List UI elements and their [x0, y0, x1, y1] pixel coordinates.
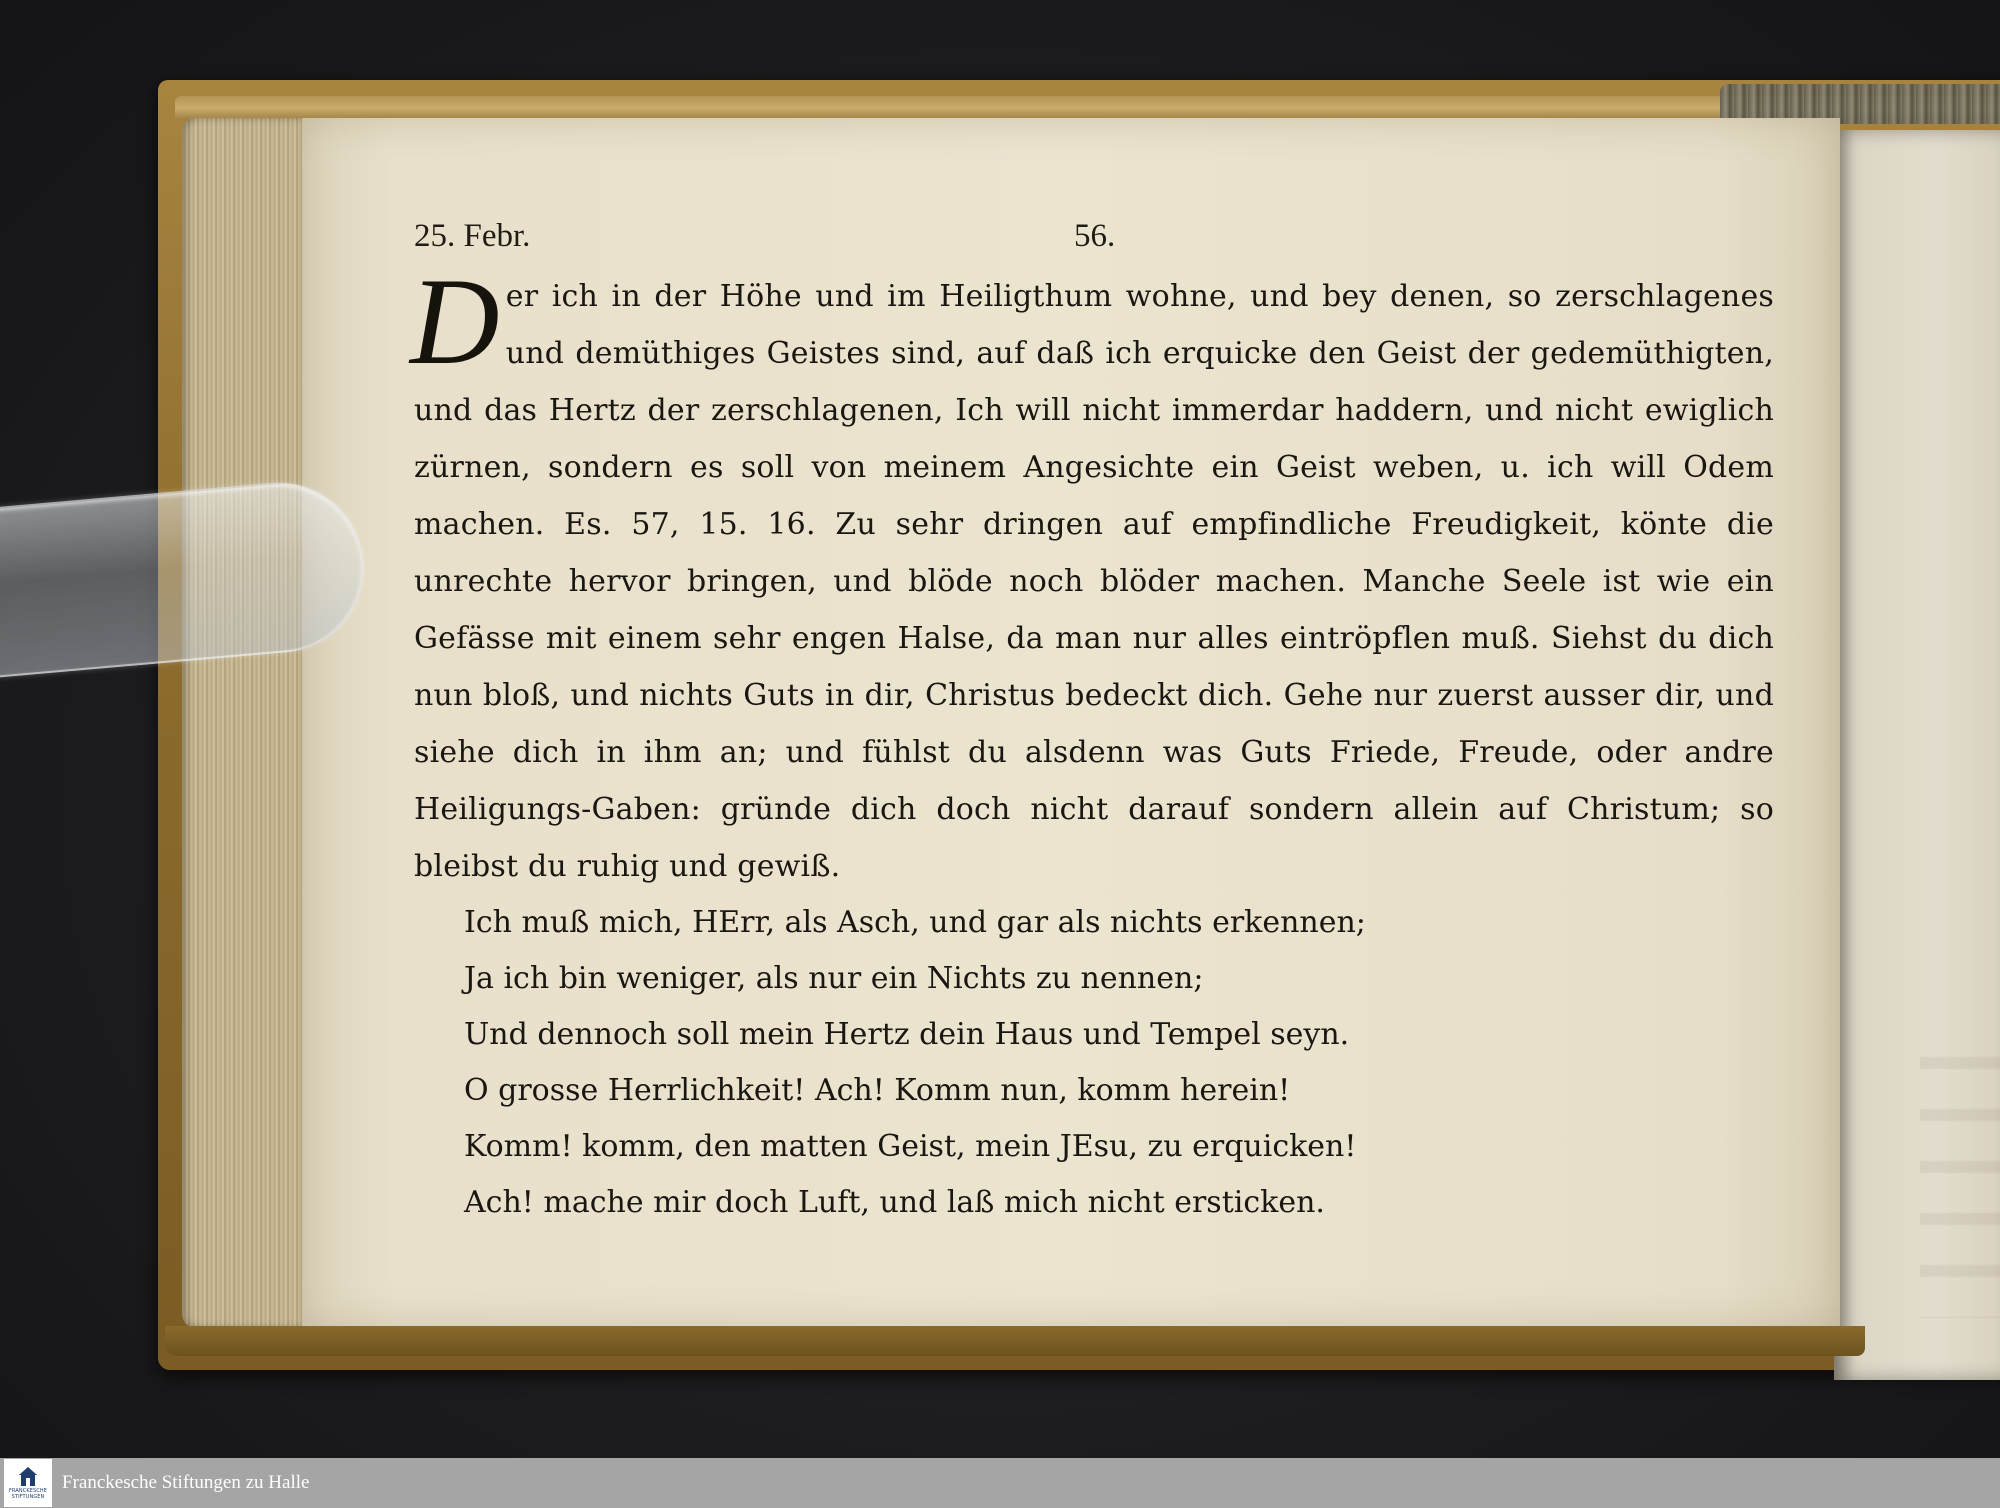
verse-line: Ja ich bin weniger, als nur ein Nichts zu nennen;	[464, 961, 1204, 996]
institution-logo[interactable]	[4, 1459, 52, 1507]
page-text-block	[410, 218, 1774, 1231]
institution-name[interactable]: Franckesche Stiftungen zu Halle	[62, 1472, 310, 1493]
devotional-paragraph	[410, 253, 1774, 895]
page-header	[414, 218, 1774, 262]
footer-bar	[0, 1458, 2000, 1508]
verse-line: Ach! mache mir doch Luft, und laß mich nicht ersticken.	[464, 1185, 1325, 1220]
verse-line: Und dennoch soll mein Hertz dein Haus und Tempel seyn.	[464, 1017, 1350, 1052]
logo-text-line2: STIFTUNGEN	[11, 1494, 45, 1500]
verse-line: Ich muß mich, HErr, als Asch, und gar als nichts erkennen;	[464, 905, 1366, 940]
house-icon	[17, 1466, 39, 1488]
verse-line: Komm! komm, den matten Geist, mein JEsu, zu erquicken!	[464, 1129, 1357, 1164]
logo-text-line1: FRANCKESCHE	[9, 1488, 47, 1494]
cover-bottom-edge	[165, 1326, 1865, 1356]
verse-line: O grosse Herrlichkeit! Ach! Komm nun, komm herein!	[464, 1073, 1291, 1108]
page-number: 56.	[1074, 218, 1116, 254]
page-stack-edge	[182, 118, 302, 1328]
paragraph-text: er ich in der Höhe und im Heiligthum wohne, und bey denen, so zerschlagenes und demüthiges Geistes sind, auf daß ich erquicke den Geist der gedemüthigten, und das Hertz der zerschlagenen, Ich will nicht immerdar haddern, und nicht ewiglich zürnen, sondern es soll von meinem Angesichte ein Geist weben, u. ich will Odem machen. Es. 57, 15. 16. Zu sehr dringen auf empfindliche Freudigkeit, könte die unrechte hervor bringen, und blöde noch blöder machen. Manche Seele ist wie ein Gefässe mit einem sehr engen Halse, da man nur alles eintröpflen muß. Siehst du dich nun bloß, und nichts Guts in dir, Christus bedeckt dich. Gehe nur zuerst ausser dir, und siehe dich in ihm an; und fühlst du alsdenn was Guts Friede, Freude, oder andre Heiligungs-Gaben: gründe dich doch nicht darauf sondern allein auf Christum; so bleibst du ruhig und gewiß.	[414, 279, 1774, 884]
drop-cap: D	[410, 253, 500, 390]
page-date: 25. Febr.	[414, 218, 531, 254]
show-through-text	[1920, 1018, 2000, 1318]
verse-block	[464, 895, 1774, 1231]
